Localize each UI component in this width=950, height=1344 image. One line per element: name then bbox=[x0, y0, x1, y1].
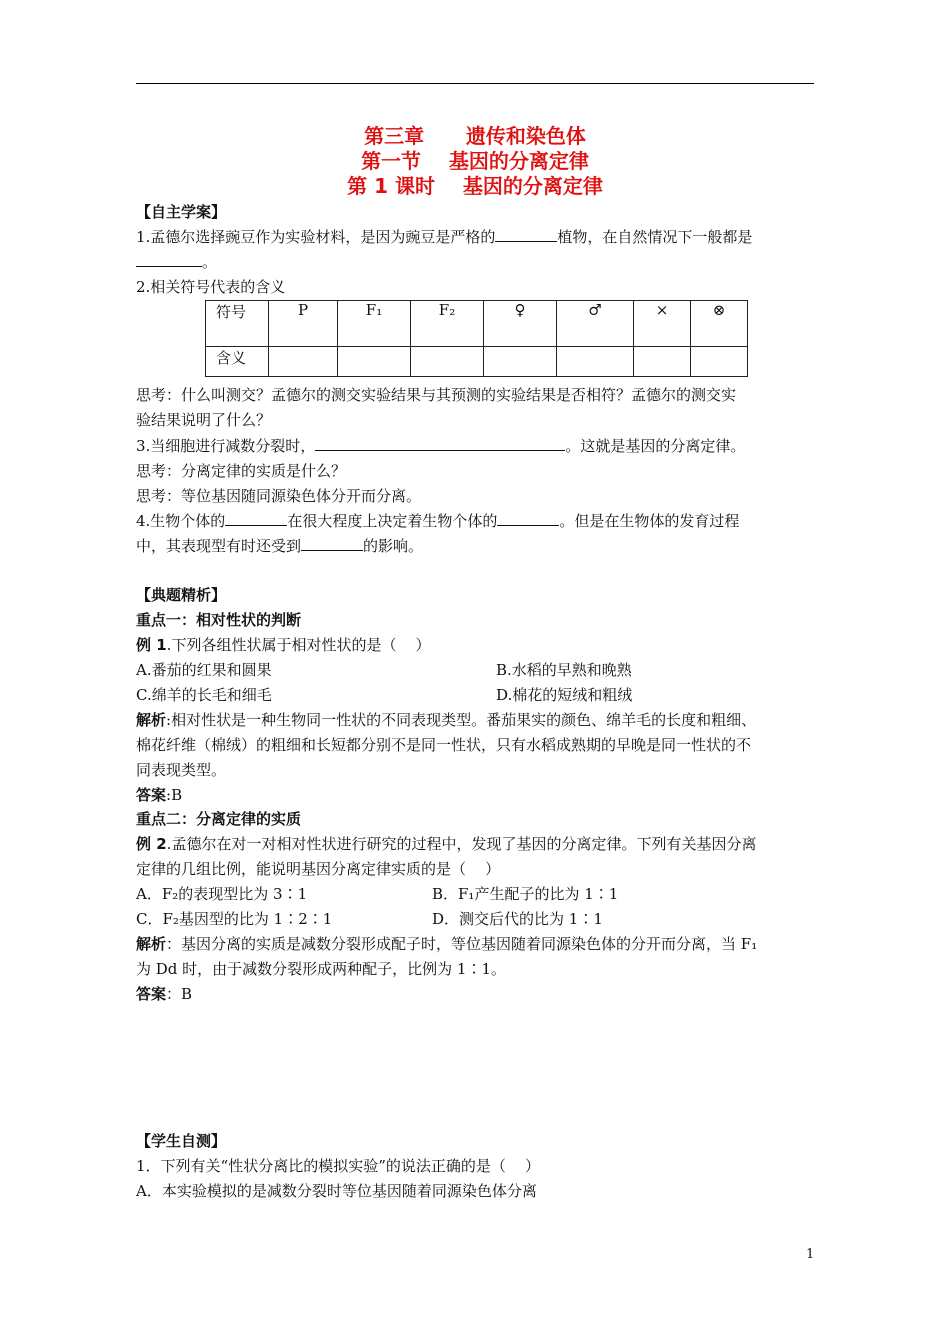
meaning-cell[interactable] bbox=[269, 347, 338, 377]
example-1-option-c: C.绵羊的长毛和细毛 bbox=[136, 686, 272, 704]
question-4-line1: 4.生物个体的 在很大程度上决定着生物个体的 。但是在生物体的发育过程 bbox=[136, 509, 739, 533]
meaning-cell[interactable] bbox=[484, 347, 557, 377]
header-rule bbox=[136, 83, 814, 84]
self-test-question-1: 1．下列有关“性状分离比的模拟实验”的说法正确的是（ ） bbox=[136, 1157, 540, 1175]
examples-heading: 【典题精析】 bbox=[136, 586, 227, 604]
example-1-answer: 答案:B bbox=[136, 786, 183, 804]
example-1-question: 例 1.下列各组性状属于相对性状的是（ ） bbox=[136, 636, 431, 654]
self-test-option-a: A．本实验模拟的是减数分裂时等位基因随着同源染色体分离 bbox=[136, 1182, 537, 1200]
answer-blank[interactable] bbox=[495, 225, 557, 242]
lesson-title: 第 1 课时 基因的分离定律 bbox=[347, 174, 603, 198]
example-2-analysis-line1: 解析：基因分离的实质是减数分裂形成配子时，等位基因随着同源染色体的分开而分离，当 F₁ bbox=[136, 935, 758, 953]
meaning-cell[interactable] bbox=[634, 347, 691, 377]
female-symbol: ♀ bbox=[484, 301, 557, 347]
answer-blank[interactable] bbox=[315, 434, 565, 451]
chapter-title: 第三章 遗传和染色体 bbox=[364, 124, 586, 148]
meaning-row-label: 含义 bbox=[206, 347, 269, 377]
example-1-analysis-line3: 同表现类型。 bbox=[136, 761, 227, 779]
question-3: 3.当细胞进行减数分裂时， 。这就是基因的分离定律。 bbox=[136, 434, 745, 458]
meaning-cell[interactable] bbox=[411, 347, 484, 377]
key-point-2: 重点二：分离定律的实质 bbox=[136, 810, 302, 828]
example-2-option-c: C．F₂基因型的比为 1∶2∶1 bbox=[136, 910, 333, 928]
question-1-line1: 1.孟德尔选择豌豆作为实验材料，是因为豌豆是严格的 植物，在自然情况下一般都是 bbox=[136, 225, 752, 249]
example-2-option-b: B．F₁产生配子的比为 1∶1 bbox=[432, 885, 619, 903]
example-1-analysis-line2: 棉花纤维（棉绒）的粗细和长短都分别不是同一性状，只有水稻成熟期的早晚是同一性状的不 bbox=[136, 736, 752, 754]
symbol-f1: F₁ bbox=[338, 301, 411, 347]
answer-blank[interactable] bbox=[136, 250, 202, 267]
example-1-option-b: B.水稻的早熟和晚熟 bbox=[496, 661, 632, 679]
meaning-cell[interactable] bbox=[557, 347, 634, 377]
cross-symbol: × bbox=[634, 301, 691, 347]
meaning-cell[interactable] bbox=[691, 347, 748, 377]
example-2-answer: 答案：B bbox=[136, 985, 193, 1003]
meaning-row bbox=[206, 347, 748, 377]
example-2-question-line1: 例 2.孟德尔在对一对相对性状进行研究的过程中，发现了基因的分离定律。下列有关基因分离 bbox=[136, 835, 757, 853]
answer-blank[interactable] bbox=[225, 509, 287, 526]
example-1-analysis-line1: 解析:相对性状是一种生物同一性状的不同表现类型。番茄果实的颜色、绵羊毛的长度和粗细、 bbox=[136, 711, 757, 729]
symbol-row-label: 符号 bbox=[206, 301, 269, 347]
think-3: 思考：等位基因随同源染色体分开而分离。 bbox=[136, 487, 422, 505]
example-1-option-d: D.棉花的短绒和粗绒 bbox=[496, 686, 633, 704]
example-2-option-a: A．F₂的表现型比为 3∶1 bbox=[136, 885, 308, 903]
example-2-question-line2: 定律的几组比例，能说明基因分离定律实质的是（ ） bbox=[136, 860, 501, 878]
think-1-line2: 验结果说明了什么？ bbox=[136, 411, 272, 429]
answer-blank[interactable] bbox=[497, 509, 559, 526]
think-2: 思考：分离定律的实质是什么？ bbox=[136, 462, 347, 480]
symbol-table bbox=[205, 300, 748, 377]
symbol-row bbox=[206, 301, 748, 347]
answer-blank[interactable] bbox=[301, 534, 363, 551]
self-test-heading: 【学生自测】 bbox=[136, 1132, 227, 1150]
think-1-line1: 思考：什么叫测交？孟德尔的测交实验结果与其预测的实验结果是否相符？孟德尔的测交实 bbox=[136, 386, 737, 404]
selfing-symbol: ⊗ bbox=[691, 301, 748, 347]
self-study-heading: 【自主学案】 bbox=[136, 203, 227, 221]
male-symbol: ♂ bbox=[557, 301, 634, 347]
symbol-p: P bbox=[269, 301, 338, 347]
section-title: 第一节 基因的分离定律 bbox=[361, 149, 589, 173]
question-2: 2.相关符号代表的含义 bbox=[136, 278, 286, 296]
question-4-line2: 中，其表现型有时还受到 的影响。 bbox=[136, 534, 423, 558]
page-number: 1 bbox=[806, 1247, 815, 1262]
example-2-option-d: D．测交后代的比为 1∶1 bbox=[432, 910, 603, 928]
symbol-f2: F₂ bbox=[411, 301, 484, 347]
example-1-option-a: A.番茄的红果和圆果 bbox=[136, 661, 272, 679]
question-1-line2: 。 bbox=[136, 250, 217, 274]
example-2-analysis-line2: 为 Dd 时，由于减数分裂形成两种配子，比例为 1∶1。 bbox=[136, 960, 507, 978]
meaning-cell[interactable] bbox=[338, 347, 411, 377]
key-point-1: 重点一：相对性状的判断 bbox=[136, 611, 302, 629]
